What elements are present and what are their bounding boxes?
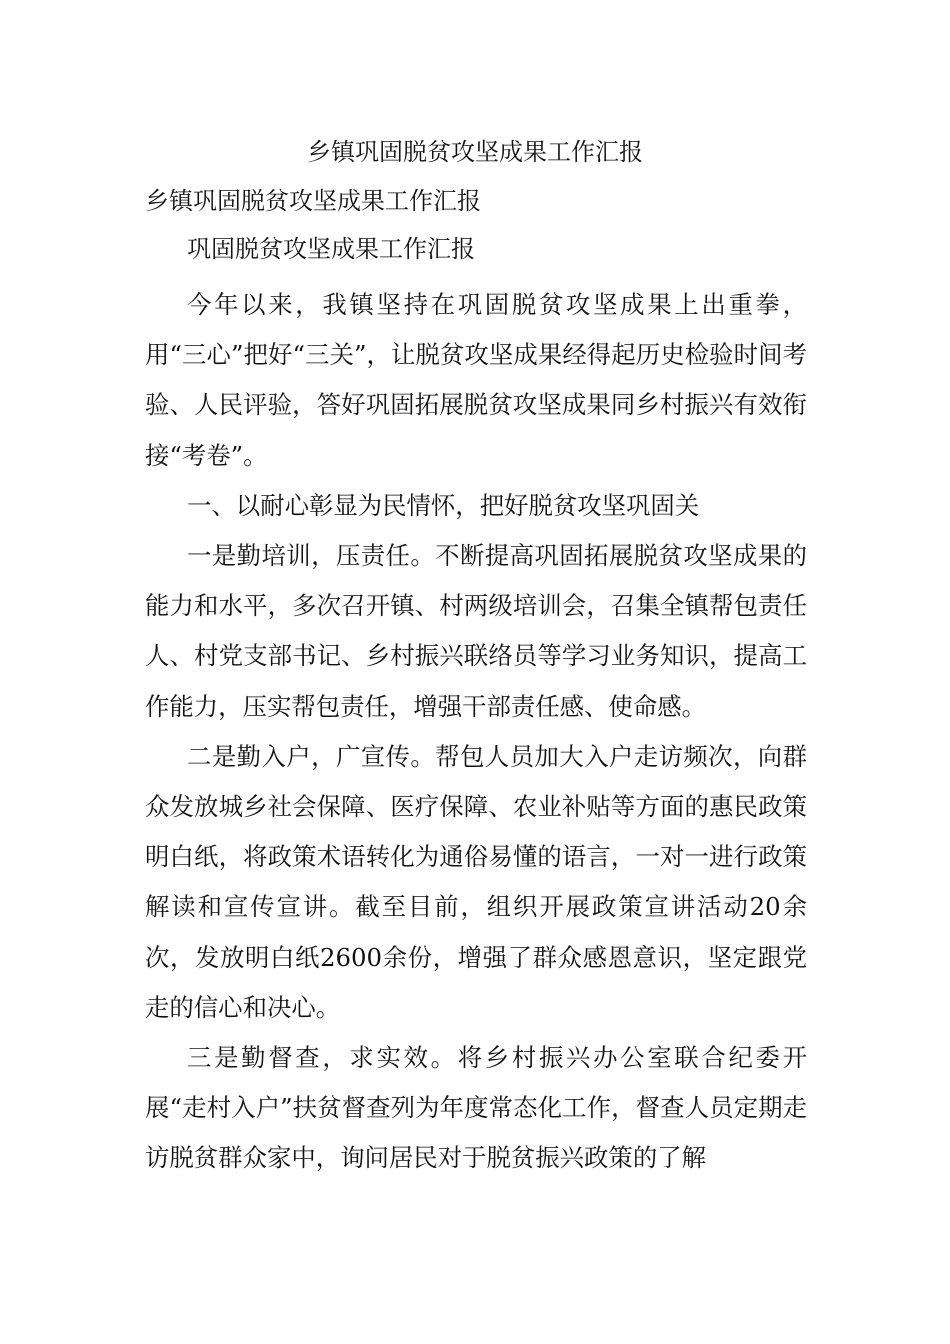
paragraph-visits: 二是勤入户，广宣传。帮包人员加大入户走访频次，向群众发放城乡社会保障、医疗保障、农业补贴等方面的惠民政策明白纸，将政策术语转化为通俗易懂的语言，一对一进行政策解读和宣传宣讲。截至目前，组织开展政策宣讲活动20余次，发放明白纸2600余份，增强了群众感恩意识，坚定跟党走的信心和决心。 bbox=[145, 741, 807, 1022]
document-body bbox=[145, 280, 807, 1184]
paragraph-intro: 今年以来，我镇坚持在巩固脱贫攻坚成果上出重拳，用“三心”把好“三关”，让脱贫攻坚成果经得起历史检验时间考验、人民评验，答好巩固拓展脱贫攻坚成果同乡村振兴有效衔接“考卷”。 bbox=[145, 290, 807, 470]
document-subtitle: 乡镇巩固脱贫攻坚成果工作汇报 bbox=[145, 187, 481, 215]
document-title: 乡镇巩固脱贫攻坚成果工作汇报 bbox=[307, 138, 643, 166]
paragraph-inspection: 三是勤督查，求实效。将乡村振兴办公室联合纪委开展“走村入户”扶贫督查列为年度常态化工作，督查人员定期走访脱贫群众家中，询问居民对于脱贫振兴政策的了解 bbox=[145, 1043, 807, 1173]
section-heading-1: 一、以耐心彰显为民情怀，把好脱贫攻坚巩固关 bbox=[187, 490, 700, 520]
paragraph-training: 一是勤培训，压责任。不断提高巩固拓展脱贫攻坚成果的能力和水平，多次召开镇、村两级培训会，召集全镇帮包责任人、村党支部书记、乡村振兴联络员等学习业务知识，提高工作能力，压实帮包责任，增强干部责任感、使命感。 bbox=[145, 541, 807, 721]
document-heading: 巩固脱贫攻坚成果工作汇报 bbox=[187, 235, 475, 263]
